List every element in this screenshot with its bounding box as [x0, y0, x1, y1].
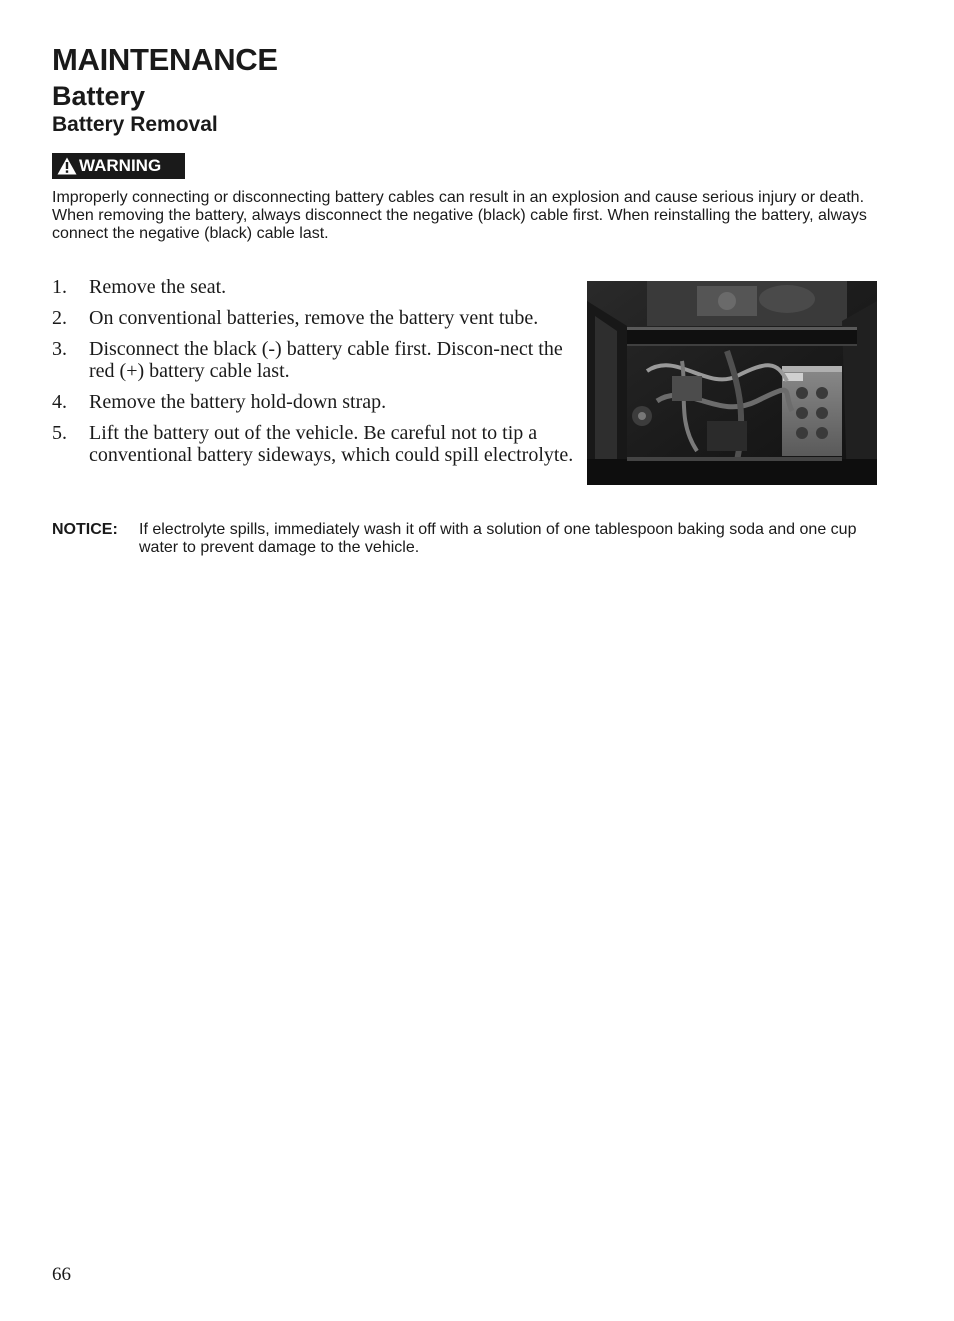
step-number: 3. — [52, 338, 67, 360]
section-title: Battery — [52, 81, 146, 111]
step-text: On conventional batteries, remove the battery vent tube. — [89, 307, 539, 329]
step-item — [52, 338, 574, 382]
warning-label: WARNING — [79, 156, 162, 175]
step-number: 5. — [52, 422, 67, 444]
step-number: 1. — [52, 276, 67, 298]
step-text: Remove the battery hold-down strap. — [89, 391, 387, 413]
step-text: Disconnect the black (-) battery cable first. Discon-nect the red (+) battery cable last. — [89, 338, 563, 382]
warning-badge — [52, 153, 185, 179]
step-item — [52, 422, 574, 466]
warning-text: Improperly connecting or disconnecting battery cables can result in an explosion and cause serious injury or death. When removing the battery, always disconnect the negative (black) cable first. When reinstalling the battery, always connect the negative (black) cable last. — [52, 189, 867, 242]
step-item — [52, 307, 574, 329]
warning-triangle-icon — [57, 157, 79, 175]
step-number: 4. — [52, 391, 67, 413]
step-item — [52, 276, 574, 298]
step-number: 2. — [52, 307, 67, 329]
subsection-title: Battery Removal — [52, 113, 218, 136]
step-text: Remove the seat. — [89, 276, 227, 298]
step-text: Lift the battery out of the vehicle. Be careful not to tip a conventional battery sideways, which could spill electrolyte. — [89, 422, 574, 466]
notice-label: NOTICE: — [52, 521, 118, 538]
step-item — [52, 391, 574, 413]
battery-compartment-photo — [587, 281, 877, 485]
chapter-title: MAINTENANCE — [52, 42, 278, 77]
notice-text: If electrolyte spills, immediately wash it off with a solution of one tablespoon baking soda and one cup water to prevent damage to the vehicle. — [139, 521, 857, 556]
removal-steps-list — [52, 276, 574, 475]
page-number: 66 — [52, 1264, 71, 1285]
notice-block — [52, 521, 882, 557]
